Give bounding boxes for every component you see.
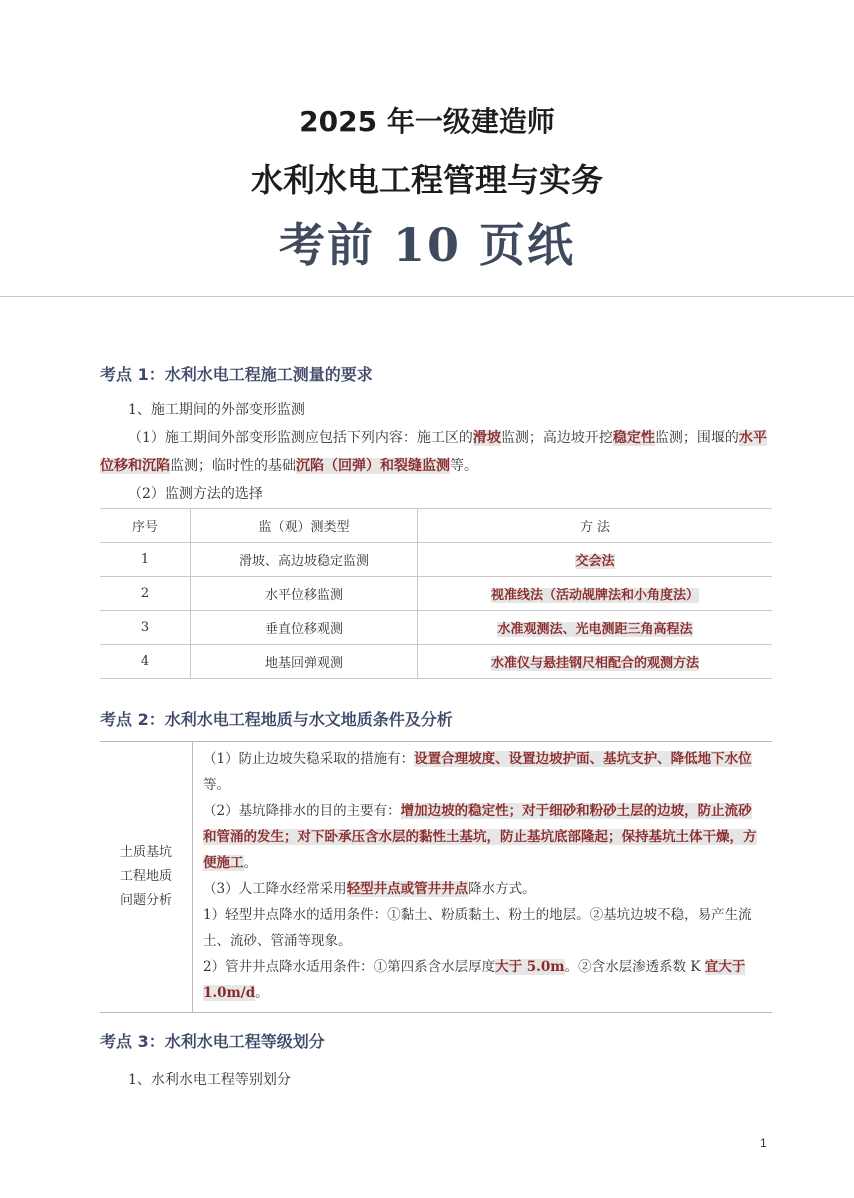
s1-paragraph-2: （1）施工期间外部变形监测应包括下列内容：施工区的滑坡监测；高边坡开挖稳定性监测；围堰的水平位移和沉陷监测；临时性的基础沉陷（回弹）和裂缝监测等。 — [100, 430, 767, 474]
content-line-5: 2）管井井点降水适用条件：①第四系含水层厚度大于 5.0m。②含水层渗透系数 K 宜大于 1.0m/d。 — [203, 959, 746, 1001]
header-cell: 序号 — [100, 509, 191, 543]
table-cell: 交会法 — [418, 543, 773, 577]
table-cell: 4 — [100, 645, 191, 679]
header-cell: 方 法 — [418, 509, 773, 543]
s1-paragraph-1: 1、施工期间的外部变形监测 — [128, 402, 305, 418]
doc-title-line2: 水利水电工程管理与实务 — [250, 161, 603, 199]
table-cell: 水平位移监测 — [191, 577, 418, 611]
table-cell: 1 — [100, 543, 191, 577]
monitoring-methods-table — [100, 508, 772, 679]
table-cell: 滑坡、高边坡稳定监测 — [191, 543, 418, 577]
content-line-4: 1）轻型井点降水的适用条件：①黏土、粉质黏土、粉土的地层。②基坑边坡不稳，易产生流土、流砂、管涌等现象。 — [203, 907, 752, 949]
s1-paragraph-3: （2）监测方法的选择 — [128, 486, 263, 502]
header-cell: 监（观）测类型 — [191, 509, 418, 543]
content-line-2: （2）基坑降排水的目的主要有：增加边坡的稳定性；对于细砂和粉砂土层的边坡，防止流砂和管涌的发生；对下卧承压含水层的黏性土基坑，防止基坑底部隆起；保持基坑土体干燥，方便施工。 — [203, 803, 757, 871]
geology-analysis-table — [100, 741, 772, 1013]
table-cell: 水准观测法、光电测距三角高程法 — [418, 611, 773, 645]
table-cell: 地基回弹观测 — [191, 645, 418, 679]
row-content — [193, 742, 773, 1013]
table-row — [100, 645, 772, 679]
content-line-3: （3）人工降水经常采用轻型井点或管井井点降水方式。 — [203, 881, 536, 897]
table-cell: 垂直位移观测 — [191, 611, 418, 645]
section-3-title: 考点 3：水利水电工程等级划分 — [100, 1032, 325, 1051]
table-cell: 3 — [100, 611, 191, 645]
content-line-1: （1）防止边坡失稳采取的措施有：设置合理坡度、设置边坡护面、基坑支护、降低地下水位等。 — [203, 751, 752, 793]
page-number: 1 — [760, 1136, 767, 1150]
table-row — [100, 577, 772, 611]
row-label: 土质基坑 工程地质 问题分析 — [100, 742, 193, 1013]
table-cell: 视准线法（活动觇牌法和小角度法） — [418, 577, 773, 611]
section-1-title: 考点 1：水利水电工程施工测量的要求 — [100, 365, 373, 384]
header-divider — [0, 296, 854, 297]
s3-paragraph-1: 1、水利水电工程等别划分 — [128, 1072, 291, 1088]
table-row — [100, 742, 772, 1013]
table-row — [100, 611, 772, 645]
table-cell: 2 — [100, 577, 191, 611]
doc-title-line1: 2025 年一级建造师 — [299, 105, 555, 138]
doc-title-line3: 考前 10 页纸 — [278, 218, 576, 272]
table-header-row — [100, 509, 772, 543]
table-row — [100, 543, 772, 577]
table-cell: 水准仪与悬挂钢尺相配合的观测方法 — [418, 645, 773, 679]
section-2-title: 考点 2：水利水电工程地质与水文地质条件及分析 — [100, 710, 453, 729]
